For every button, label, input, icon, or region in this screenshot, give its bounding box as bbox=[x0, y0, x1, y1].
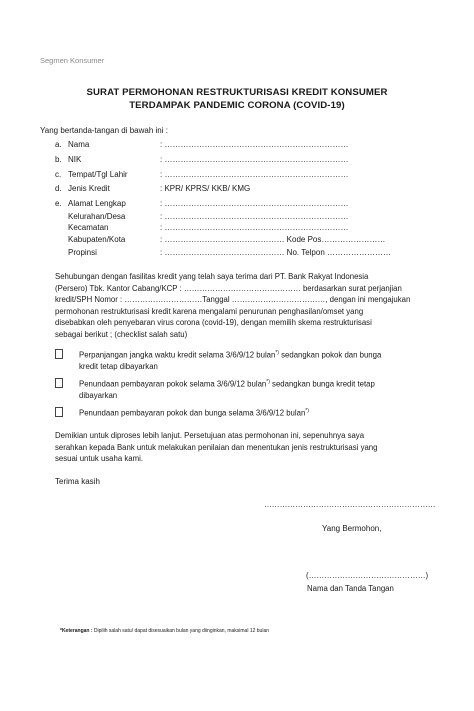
field-letter: b. bbox=[55, 155, 62, 164]
option-text: Penundaan pembayaran pokok selama 3/6/9/12 bulan*) sedangkan bunga kredit tetap dibayarkan bbox=[79, 379, 375, 401]
field-letter: a. bbox=[55, 140, 62, 149]
field-value: : …………………………………………………………… bbox=[160, 199, 349, 208]
field-label: Kabupaten/Kota bbox=[68, 235, 126, 244]
field-value: : ……………………………………… Kode Pos…………………… bbox=[160, 235, 386, 244]
body-line: Sehubungan dengan fasilitas kredit yang telah saya terima dari PT. Bank Rakyat Indonesia bbox=[55, 272, 369, 281]
field-value: : …………………………………………………………… bbox=[160, 223, 349, 232]
field-letter: e. bbox=[55, 199, 62, 208]
checkbox-penundaan-pokok-bunga[interactable] bbox=[55, 407, 63, 417]
thanks-text: Terima kasih bbox=[55, 477, 100, 486]
field-value: : …………………………………………………………… bbox=[160, 155, 349, 164]
checkbox-penundaan-pokok[interactable] bbox=[55, 378, 63, 388]
field-label: Tempat/Tgl Lahir bbox=[68, 170, 128, 179]
closing-paragraph bbox=[55, 430, 420, 465]
signature-requester: Yang Bermohon, bbox=[322, 524, 382, 533]
body-line: permohonan restrukturisasi kredit karena mengalami penurunan penghasilan/omset yang bbox=[55, 306, 364, 316]
body-line: (Persero) Tbk. Kantor Cabang/KCP : ……………………………………… berdasarkan surat perjanjian bbox=[55, 283, 402, 293]
body-line: sebagai berikut ; (checklist salah satu) bbox=[55, 329, 188, 339]
field-value: : …………………………………………………………… bbox=[160, 140, 349, 149]
field-label: Jenis Kredit bbox=[68, 184, 110, 193]
footnote-text: Dipilih salah satu/ dapat disesuaikan bulan yang diinginkan, maksimal 12 bulan bbox=[92, 628, 270, 634]
letter-title-line1: SURAT PERMOHONAN RESTRUKTURISASI KREDIT KONSUMER bbox=[86, 87, 388, 98]
field-value: : …………………………………………………………… bbox=[160, 170, 349, 179]
field-value: : …………………………………………………………… bbox=[160, 212, 349, 221]
closing-line: Demikian untuk diproses lebih lanjut. Persetujuan atas permohonan ini, sepenuhnya saya bbox=[55, 431, 365, 440]
signature-name-dots: (………………………………………) bbox=[306, 571, 429, 580]
body-line: kredit/SPH Nomor : …………………………Tanggal ………………………………, dengan ini mengajukan bbox=[55, 295, 411, 305]
field-label: Nama bbox=[68, 140, 90, 149]
field-label: Alamat Lengkap bbox=[68, 199, 126, 208]
segment-label: Segmen Konsumer bbox=[40, 56, 105, 65]
field-value: : KPR/ KPRS/ KKB/ KMG bbox=[160, 184, 251, 193]
checkbox-perpanjangan[interactable] bbox=[55, 349, 63, 359]
field-label: NIK bbox=[68, 155, 82, 164]
field-label: Kelurahan/Desa bbox=[68, 212, 126, 221]
body-line: disebabkan oleh penyebaran virus corona (covid-19), dengan memilih skema restrukturisasi bbox=[55, 318, 372, 328]
field-label: Kecamatan bbox=[68, 223, 109, 232]
closing-line: sesuai untuk usaha kami. bbox=[55, 454, 143, 464]
field-letter: d. bbox=[55, 184, 62, 193]
signature-date-dots: ………………………………………………………… bbox=[264, 500, 436, 509]
intro-text: Yang bertanda-tangan di bawah ini : bbox=[40, 126, 168, 135]
signature-name-label: Nama dan Tanda Tangan bbox=[307, 584, 394, 593]
option-text: Penundaan pembayaran pokok dan bunga selama 3/6/9/12 bulan*) bbox=[79, 408, 309, 418]
closing-line: serahkan kepada Bank untuk melakukan penilaian dan menentukan jenis restrukturisasi yang bbox=[55, 442, 378, 452]
footnote bbox=[60, 628, 269, 634]
body-paragraph bbox=[55, 271, 420, 341]
field-value: : ……………………………………… No. Telpon …………………… bbox=[160, 248, 391, 257]
footnote-label: *Keterangan : bbox=[60, 628, 93, 634]
field-label: Propinsi bbox=[68, 248, 97, 257]
letter-title-line2: TERDAMPAK PANDEMIC CORONA (COVID-19) bbox=[129, 100, 345, 111]
option-text: Perpanjangan jangka waktu kredit selama 3/6/9/12 bulan*) sedangkan pokok dan bunga kredit tetap dibayarkan bbox=[79, 350, 382, 372]
field-letter: c. bbox=[55, 170, 62, 179]
